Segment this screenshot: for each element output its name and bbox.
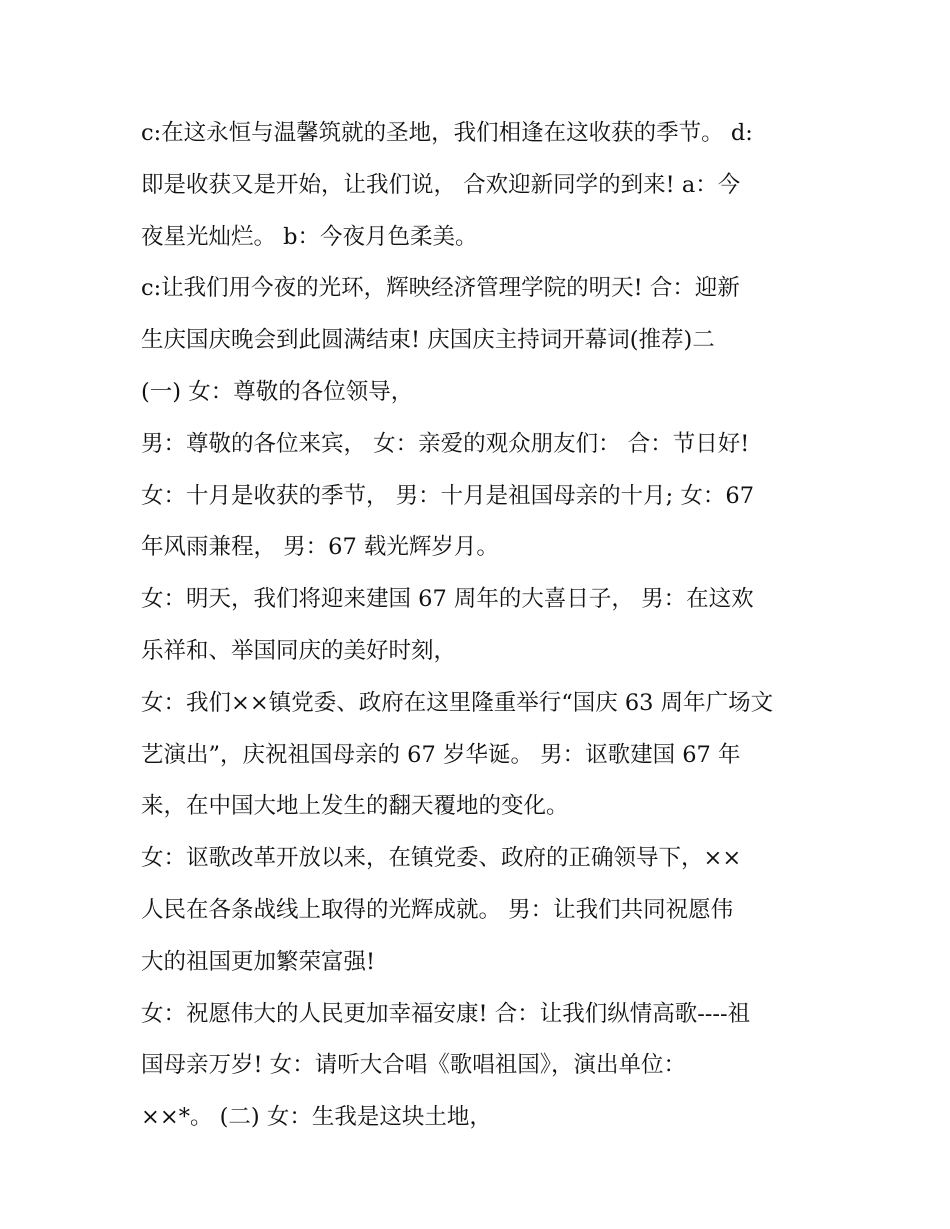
text-line: 艺演出”，庆祝祖国母亲的 67 岁华诞。 男：讴歌建国 67 年 <box>141 741 741 768</box>
text-line: ××*。 (二) 女：生我是这块土地， <box>141 1104 492 1131</box>
text-line: 即是收获又是开始，让我们说， 合欢迎新同学的到来! a：今 <box>141 171 741 198</box>
text-line: 大的祖国更加繁荣富强! <box>141 948 376 975</box>
text-line: 男：尊敬的各位来宾， 女：亲爱的观众朋友们： 合：节日好! <box>141 430 750 457</box>
text-line: 女：讴歌改革开放以来，在镇党委、政府的正确领导下，×× <box>141 845 742 872</box>
text-line: 人民在各条战线上取得的光辉成就。 男：让我们共同祝愿伟 <box>141 896 734 923</box>
text-line: 来，在中国大地上发生的翻天覆地的变化。 <box>141 793 569 820</box>
text-line: c:让我们用今夜的光环，辉映经济管理学院的明天! 合：迎新 <box>141 275 740 302</box>
text-line: 夜星光灿烂。 b：今夜月色柔美。 <box>141 223 478 250</box>
document-body <box>141 108 821 1144</box>
text-line: c:在这永恒与温馨筑就的圣地，我们相逢在这收获的季节。 d: <box>141 120 753 146</box>
text-line: 女：祝愿伟大的人民更加幸福安康! 合：让我们纵情高歌----祖 <box>141 1000 751 1027</box>
text-line: 乐祥和、举国同庆的美好时刻， <box>141 637 457 664</box>
text-line: 国母亲万岁! 女：请听大合唱《歌唱祖国》，演出单位： <box>141 1052 686 1079</box>
text-line: (一) 女：尊敬的各位领导， <box>141 378 414 405</box>
text-line: 生庆国庆晚会到此圆满结束! 庆国庆主持词开幕词(推荐)二 <box>141 327 715 354</box>
text-line: 年风雨兼程， 男：67 载光辉岁月。 <box>141 534 499 561</box>
text-line: 女：我们××镇党委、政府在这里隆重举行“国庆 63 周年广场文 <box>141 689 774 716</box>
text-line: 女：十月是收获的季节， 男：十月是祖国母亲的十月; 女：67 <box>141 482 755 509</box>
text-line: 女：明天，我们将迎来建国 67 周年的大喜日子， 男：在这欢 <box>141 586 754 613</box>
